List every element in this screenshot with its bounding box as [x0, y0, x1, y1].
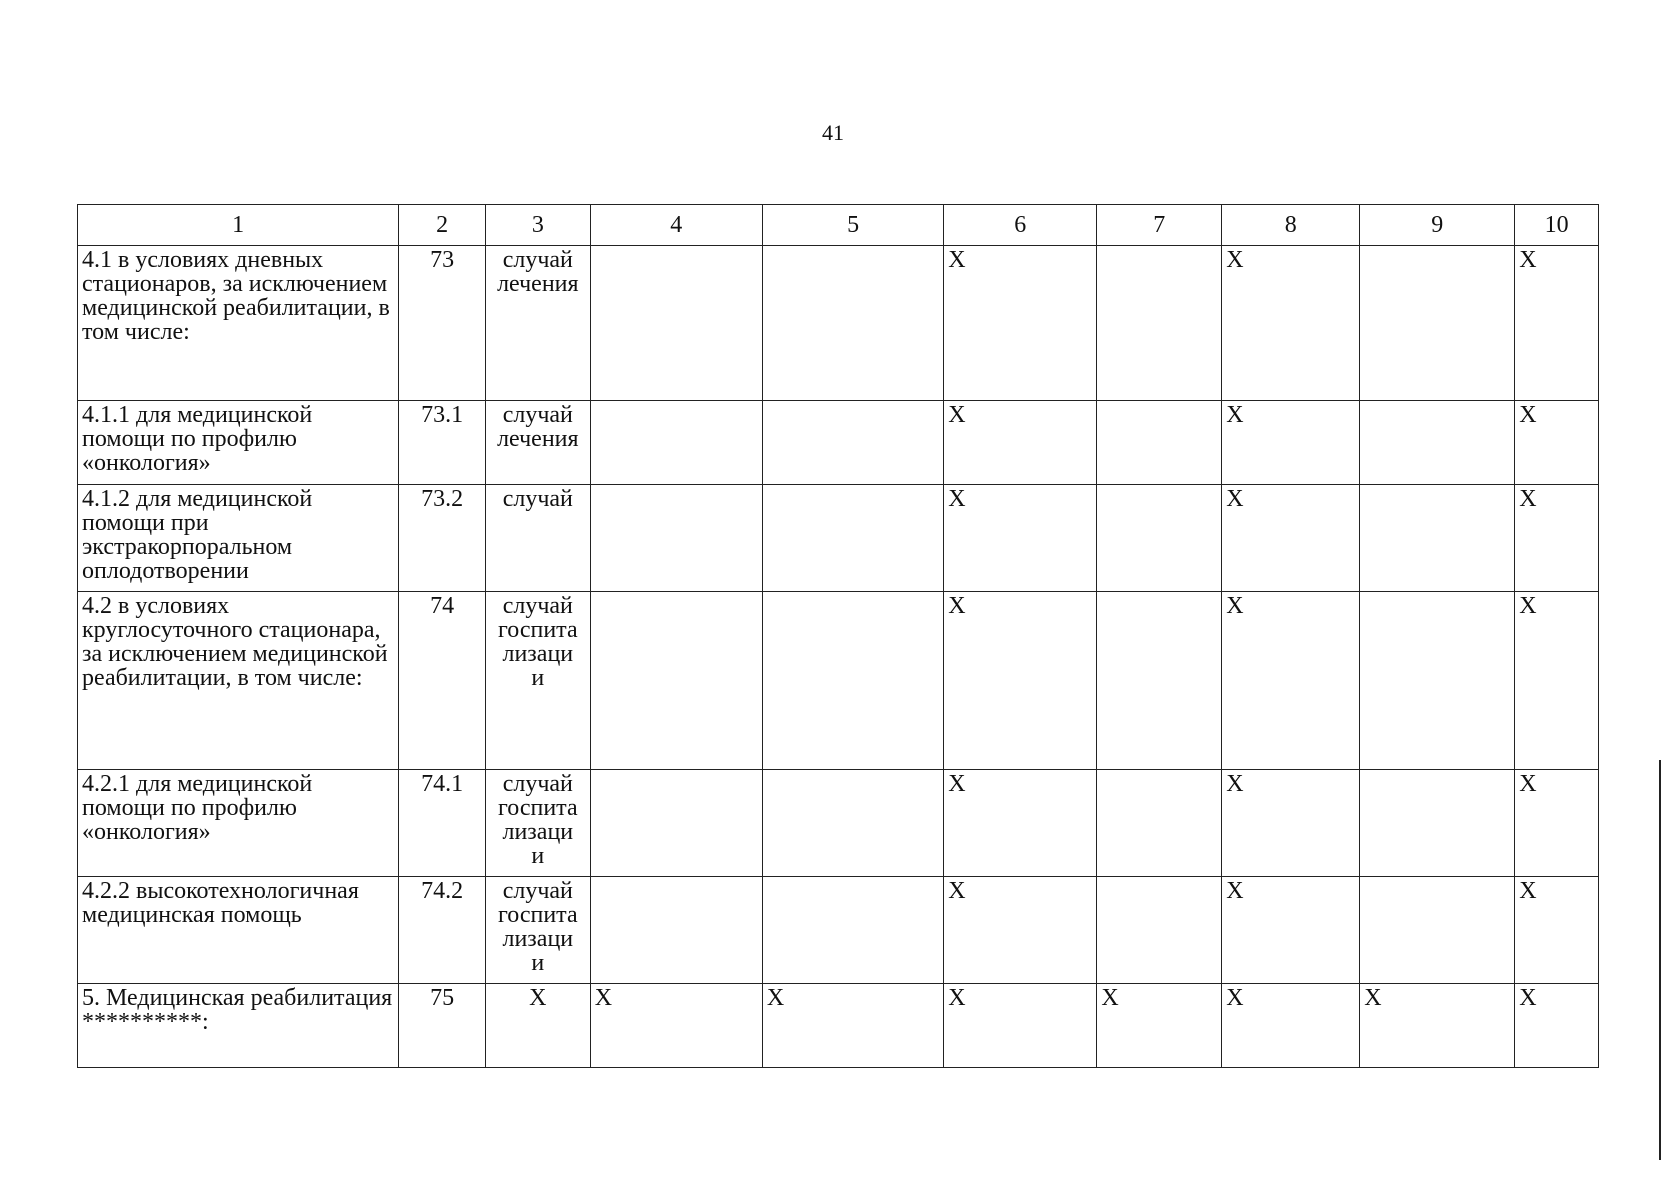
table-row: [78, 770, 1599, 877]
row-cell-col10: X: [1515, 246, 1599, 401]
row-cell-col5: [762, 401, 943, 485]
row-cell-col8: X: [1222, 877, 1360, 984]
table-header-row: [78, 205, 1599, 246]
row-name-cell: 4.2.1 для медицинской помощи по профилю «онкология»: [78, 770, 399, 877]
column-header-4: 4: [590, 205, 762, 246]
row-unit-cell: случай госпита лизаци и: [485, 592, 590, 770]
column-header-3: 3: [485, 205, 590, 246]
row-code-cell: 74.2: [399, 877, 486, 984]
row-cell-col9: [1360, 401, 1515, 485]
row-cell-col7: [1097, 592, 1222, 770]
table-row: [78, 984, 1599, 1068]
row-unit-cell: X: [485, 984, 590, 1068]
scan-edge-line: [1659, 760, 1661, 1160]
row-code-cell: 75: [399, 984, 486, 1068]
row-unit-cell: случай госпита лизаци и: [485, 770, 590, 877]
table-row: [78, 246, 1599, 401]
row-unit-cell: случай госпита лизаци и: [485, 877, 590, 984]
row-cell-col7: [1097, 877, 1222, 984]
row-cell-col6: X: [944, 485, 1097, 592]
column-header-10: 10: [1515, 205, 1599, 246]
row-cell-col4: X: [590, 984, 762, 1068]
row-cell-col6: X: [944, 246, 1097, 401]
page-number: 41: [822, 120, 844, 145]
row-cell-col10: X: [1515, 770, 1599, 877]
row-cell-col7: [1097, 246, 1222, 401]
row-cell-col8: X: [1222, 485, 1360, 592]
row-cell-col8: X: [1222, 592, 1360, 770]
row-cell-col4: [590, 592, 762, 770]
row-cell-col6: X: [944, 770, 1097, 877]
row-cell-col9: [1360, 770, 1515, 877]
row-cell-col8: X: [1222, 246, 1360, 401]
row-cell-col10: X: [1515, 401, 1599, 485]
row-code-cell: 74.1: [399, 770, 486, 877]
row-name-cell: 5. Медицинская реабилитация **********:: [78, 984, 399, 1068]
row-cell-col5: [762, 246, 943, 401]
row-cell-col8: X: [1222, 770, 1360, 877]
row-cell-col10: X: [1515, 984, 1599, 1068]
row-cell-col9: [1360, 485, 1515, 592]
column-header-7: 7: [1097, 205, 1222, 246]
row-name-cell: 4.2 в условиях круглосуточного стационара, за исключением медицинской реабилитации, в том числе:: [78, 592, 399, 770]
column-header-2: 2: [399, 205, 486, 246]
column-header-1: 1: [78, 205, 399, 246]
data-table: [77, 204, 1599, 1068]
row-cell-col4: [590, 401, 762, 485]
table-row: [78, 485, 1599, 592]
row-cell-col5: X: [762, 984, 943, 1068]
row-cell-col8: X: [1222, 984, 1360, 1068]
row-unit-cell: случай: [485, 485, 590, 592]
row-cell-col5: [762, 877, 943, 984]
row-cell-col7: [1097, 485, 1222, 592]
row-cell-col10: X: [1515, 592, 1599, 770]
row-cell-col6: X: [944, 592, 1097, 770]
row-cell-col4: [590, 485, 762, 592]
row-cell-col9: [1360, 592, 1515, 770]
row-cell-col10: X: [1515, 877, 1599, 984]
row-name-cell: 4.2.2 высокотехнологичная медицинская помощь: [78, 877, 399, 984]
row-cell-col8: X: [1222, 401, 1360, 485]
row-cell-col5: [762, 592, 943, 770]
row-cell-col5: [762, 485, 943, 592]
row-code-cell: 73: [399, 246, 486, 401]
column-header-9: 9: [1360, 205, 1515, 246]
row-cell-col7: [1097, 401, 1222, 485]
row-unit-cell: случай лечения: [485, 246, 590, 401]
row-code-cell: 74: [399, 592, 486, 770]
table-row: [78, 592, 1599, 770]
table-row: [78, 877, 1599, 984]
row-cell-col7: X: [1097, 984, 1222, 1068]
row-cell-col6: X: [944, 401, 1097, 485]
row-cell-col4: [590, 246, 762, 401]
row-cell-col4: [590, 770, 762, 877]
row-cell-col6: X: [944, 877, 1097, 984]
row-cell-col6: X: [944, 984, 1097, 1068]
column-header-8: 8: [1222, 205, 1360, 246]
row-cell-col9: X: [1360, 984, 1515, 1068]
row-name-cell: 4.1.2 для медицинской помощи при экстракорпоральном оплодотворении: [78, 485, 399, 592]
row-cell-col5: [762, 770, 943, 877]
row-cell-col9: [1360, 246, 1515, 401]
row-unit-cell: случай лечения: [485, 401, 590, 485]
table-row: [78, 401, 1599, 485]
row-name-cell: 4.1.1 для медицинской помощи по профилю «онкология»: [78, 401, 399, 485]
row-name-cell: 4.1 в условиях дневных стационаров, за исключением медицинской реабилитации, в том числе:: [78, 246, 399, 401]
row-code-cell: 73.2: [399, 485, 486, 592]
column-header-6: 6: [944, 205, 1097, 246]
row-cell-col9: [1360, 877, 1515, 984]
row-code-cell: 73.1: [399, 401, 486, 485]
row-cell-col7: [1097, 770, 1222, 877]
row-cell-col4: [590, 877, 762, 984]
column-header-5: 5: [762, 205, 943, 246]
row-cell-col10: X: [1515, 485, 1599, 592]
